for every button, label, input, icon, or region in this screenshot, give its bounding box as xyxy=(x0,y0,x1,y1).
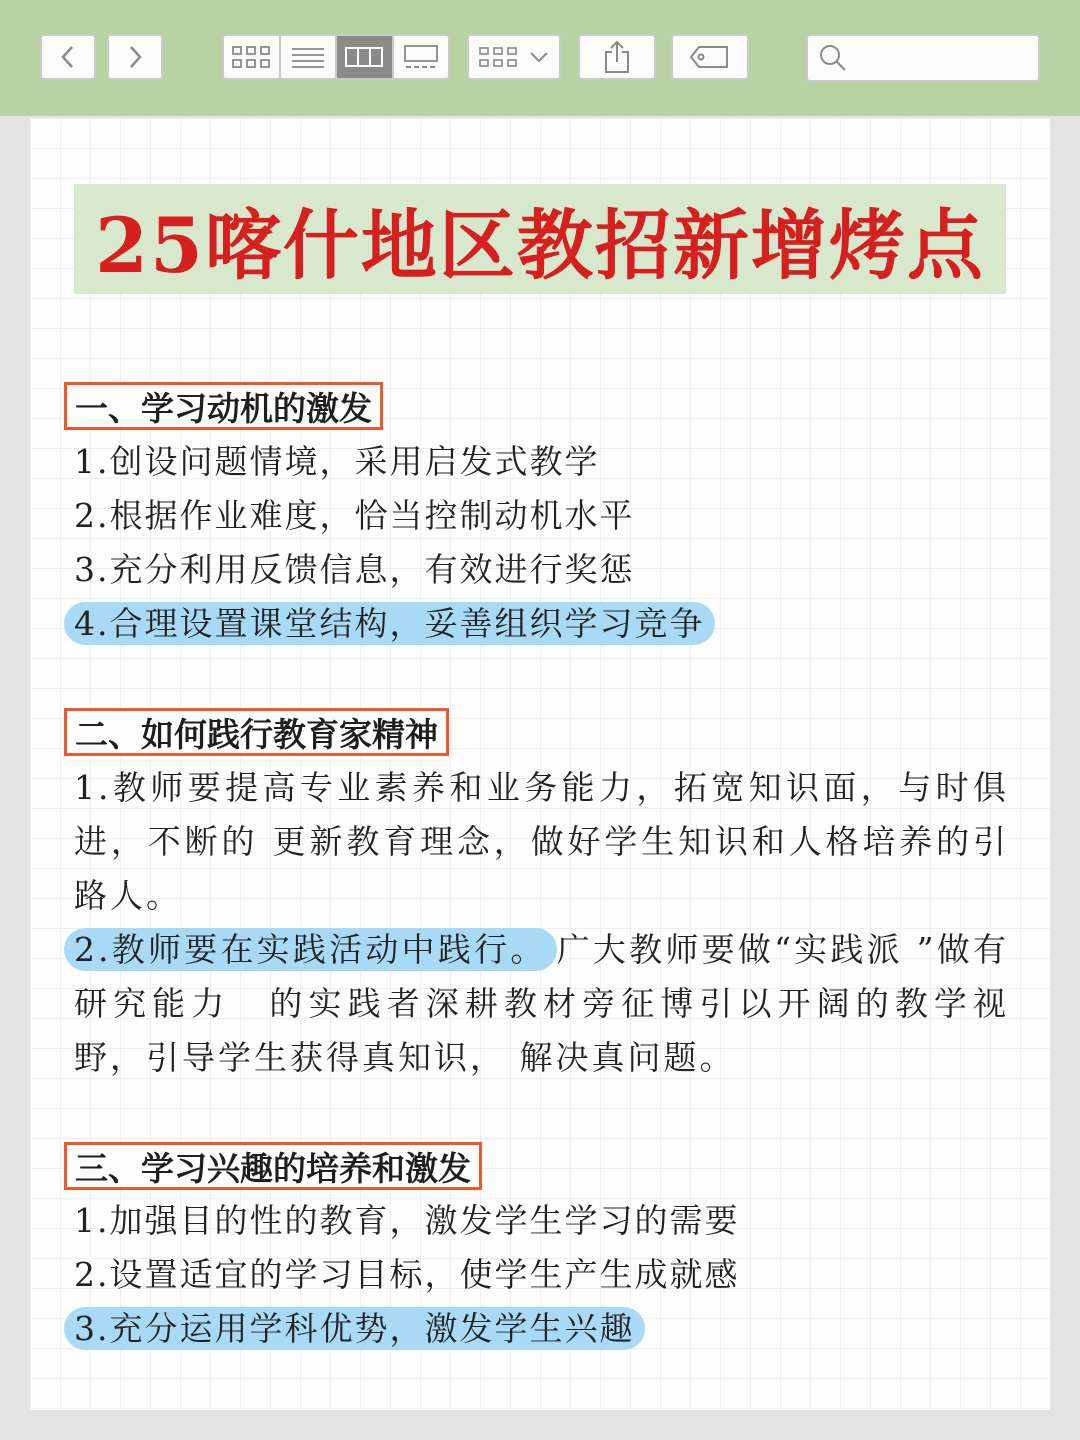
column-view-icon xyxy=(345,46,383,68)
share-button[interactable] xyxy=(578,34,656,80)
list-item: 2.设置适宜的学习目标，使学生产生成就感 xyxy=(74,1255,740,1294)
page-title: 25喀什地区教招新增烤点 xyxy=(95,200,985,290)
share-icon xyxy=(603,40,631,74)
view-grid-button[interactable] xyxy=(224,36,281,78)
chevron-down-icon xyxy=(528,49,550,65)
list-item: 2.根据作业难度，恰当控制动机水平 xyxy=(74,496,635,535)
view-list-button[interactable] xyxy=(281,36,338,78)
back-button[interactable] xyxy=(40,34,96,80)
group-button[interactable] xyxy=(467,34,561,80)
toolbar xyxy=(0,0,1080,116)
tag-icon xyxy=(689,44,731,70)
chevron-right-icon xyxy=(125,44,145,70)
list-item: 3.充分利用反馈信息，有效进行奖惩 xyxy=(74,550,635,589)
view-column-button[interactable] xyxy=(337,36,394,78)
list-item-highlighted xyxy=(74,1302,645,1356)
grid-view-icon xyxy=(231,45,271,69)
search-field[interactable] xyxy=(806,34,1040,82)
forward-button[interactable] xyxy=(107,34,163,80)
chevron-left-icon xyxy=(58,44,78,70)
search-icon xyxy=(818,43,848,73)
group-grid-icon xyxy=(478,46,518,68)
paragraph-item-2 xyxy=(74,923,1009,1085)
highlighted-text: 4.合理设置课堂结构，妥善组织学习竞争 xyxy=(74,602,715,645)
section-heading-2: 二、如何践行教育家精神 xyxy=(64,708,449,756)
section-heading-3: 三、学习兴趣的培养和激发 xyxy=(64,1142,482,1190)
list-item-highlighted xyxy=(74,597,715,651)
list-item: 1.加强目的性的教育，激发学生学习的需要 xyxy=(74,1201,740,1240)
list-view-icon xyxy=(291,46,325,68)
paragraph-text: 广大教师要做“实践派 ”做有研究能力 的实践者深耕教材旁征博引以开阔的教学视野，引导学生获得真知识， 解决真问题。 xyxy=(74,930,1009,1077)
tag-button[interactable] xyxy=(671,34,749,80)
gallery-view-icon xyxy=(402,44,440,70)
note-page xyxy=(30,118,1050,1410)
highlighted-text: 2.教师要在实践活动中践行。 xyxy=(74,928,557,971)
view-gallery-button[interactable] xyxy=(394,36,449,78)
section-heading-1: 一、学习动机的激发 xyxy=(64,382,383,430)
title-banner xyxy=(74,184,1006,294)
view-mode-switcher xyxy=(222,34,450,80)
highlighted-text: 3.充分运用学科优势，激发学生兴趣 xyxy=(74,1307,645,1350)
list-item: 1.创设问题情境，采用启发式教学 xyxy=(74,442,600,481)
paragraph-item-1: 1.教师要提高专业素养和业务能力，拓宽知识面，与时俱进，不断的 更新教育理念，做好学生知识和人格培养的引路人。 xyxy=(74,768,1009,915)
